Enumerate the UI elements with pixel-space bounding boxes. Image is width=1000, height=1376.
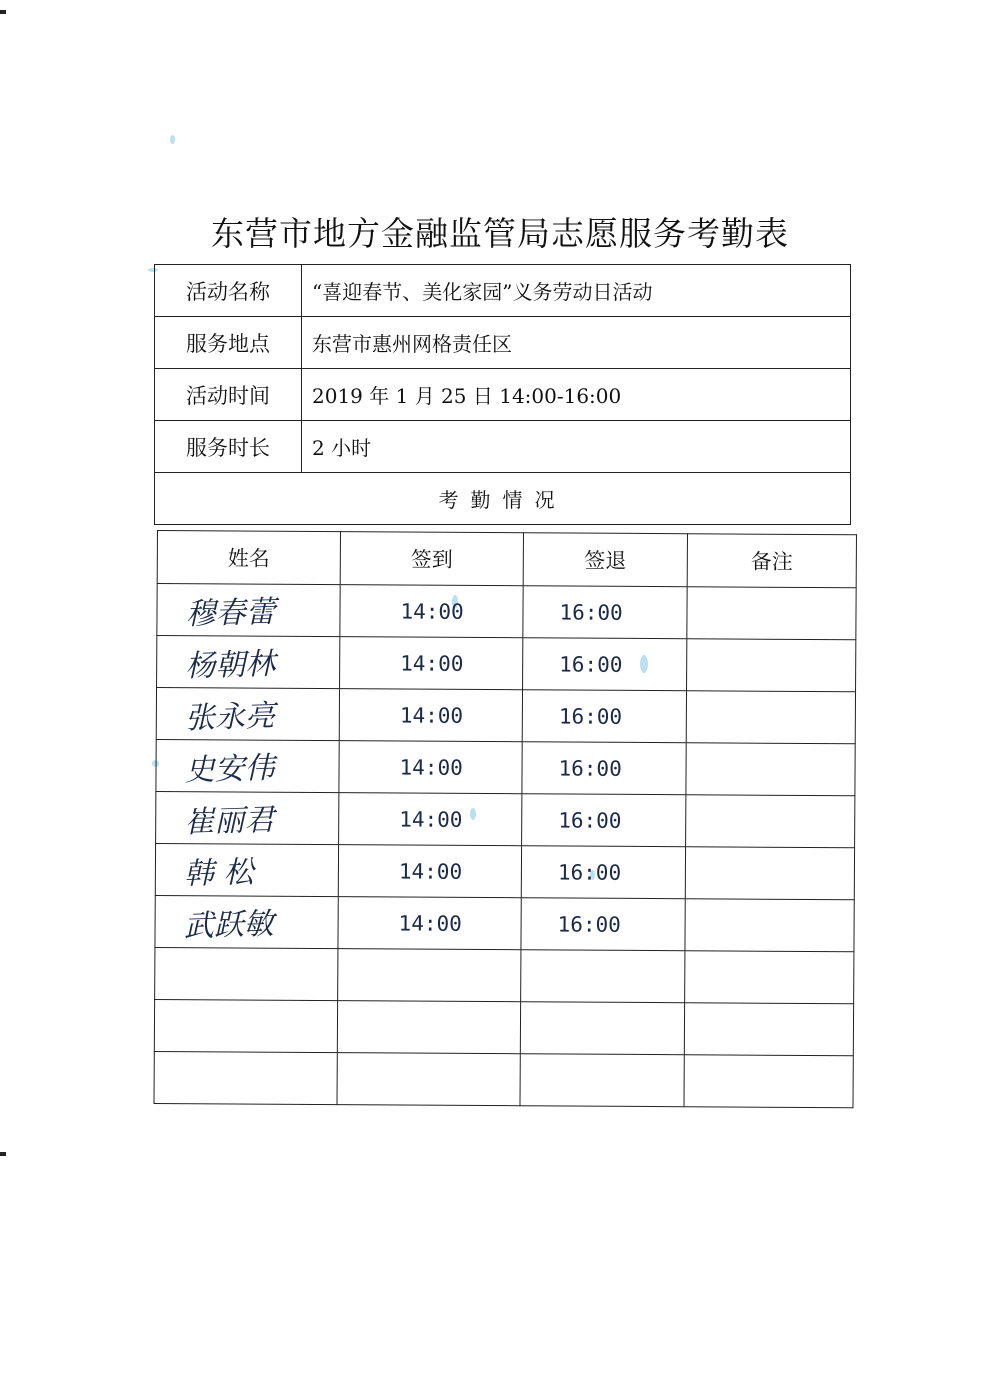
activity-name-row [155,265,851,317]
activity-info-table [154,264,851,525]
table-row [154,999,853,1055]
ink-speck [170,135,175,144]
note-cell [684,1055,853,1108]
duration-row [155,421,851,473]
empty-name-cell [154,999,337,1052]
empty-sign-in-cell [337,1053,520,1106]
signature-name: 穆春蕾 [185,594,277,632]
note-cell [685,951,854,1004]
location-label: 服务地点 [155,317,302,369]
note-cell [685,899,854,952]
header-sign-out: 签退 [523,533,687,587]
location-row [155,317,851,369]
sign-out-time: 16:00 [559,651,623,677]
location-value: 东营市惠州网格责任区 [302,317,851,369]
sign-out-time: 16:00 [557,859,622,885]
signature-name: 杨朝林 [184,646,276,684]
table-row [154,1051,853,1107]
empty-sign-out-cell [520,1002,684,1055]
table-row [155,895,854,951]
scan-edge-mark-bottom [0,1152,6,1156]
sign-in-time: 14:00 [400,650,464,676]
sign-out-time: 16:00 [559,599,623,625]
note-cell [686,795,855,848]
table-row [156,688,855,744]
empty-sign-in-cell [338,949,521,1002]
table-row [155,947,854,1003]
signature-name: 张永亮 [184,698,276,736]
sign-in-time: 14:00 [399,806,463,832]
table-row [157,636,856,692]
note-cell [685,847,854,900]
attendance-section-title: 考勤情况 [155,473,851,525]
activity-time-row [155,369,851,421]
sign-in-time: 14:00 [399,754,463,780]
table-row [155,843,854,899]
note-cell [686,691,855,744]
attendance-table [153,530,856,1108]
activity-time-value: 2019 年 1 月 25 日 14:00-16:00 [302,369,851,421]
sign-out-time: 16:00 [558,703,623,729]
table-row [156,791,855,847]
note-cell [686,743,855,796]
note-cell [687,639,856,692]
sign-in-time: 14:00 [400,598,464,624]
sign-out-time: 16:00 [558,807,622,833]
signature-name: 史安伟 [184,750,276,788]
scan-edge-mark-top [0,10,6,14]
header-note: 备注 [687,534,856,588]
empty-sign-out-cell [520,1054,684,1107]
table-row [157,584,856,640]
activity-time-label: 活动时间 [155,369,302,421]
table-row [156,739,855,795]
page-title: 东营市地方金融监管局志愿服务考勤表 [211,214,789,253]
signature-name: 韩 松 [183,854,255,892]
sign-in-time: 14:00 [398,910,462,936]
header-name: 姓名 [157,531,340,585]
signature-name: 武跃敏 [183,906,275,944]
sign-out-time: 16:00 [558,755,622,781]
empty-name-cell [155,947,338,1000]
empty-name-cell [154,1051,337,1104]
empty-sign-out-cell [521,950,685,1003]
note-cell [684,1003,853,1056]
signature-name: 崔丽君 [183,802,275,840]
activity-name-label: 活动名称 [155,265,302,317]
sign-in-time: 14:00 [398,858,463,884]
note-cell [687,587,856,640]
duration-value: 2 小时 [302,421,851,473]
attendance-header-row [157,531,856,588]
attendance-section-row [155,473,851,525]
sign-out-time: 16:00 [557,911,621,937]
header-sign-in: 签到 [340,532,523,586]
duration-label: 服务时长 [155,421,302,473]
activity-name-value: “喜迎春节、美化家园”义务劳动日活动 [302,265,851,317]
empty-sign-in-cell [337,1001,520,1054]
sign-in-time: 14:00 [399,702,464,728]
